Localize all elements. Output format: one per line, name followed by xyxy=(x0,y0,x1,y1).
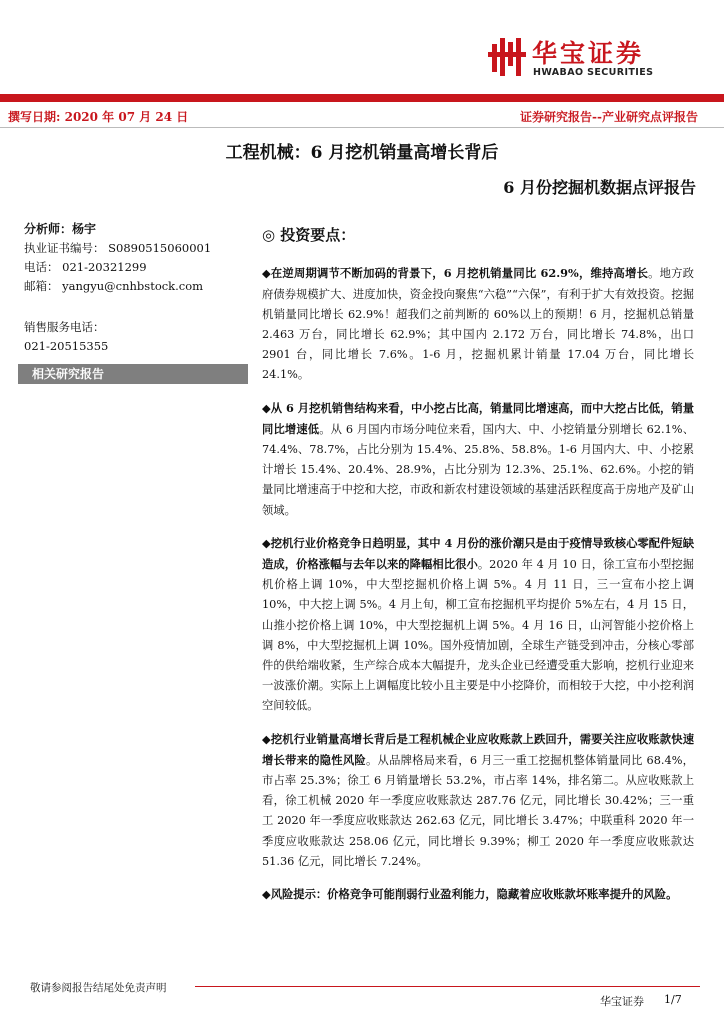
analyst-sidebar xyxy=(24,220,244,356)
investment-highlights xyxy=(262,224,694,917)
analyst-phone: 电话： 021-20321299 xyxy=(24,260,147,274)
risk-warning: ◆风险提示：价格竞争可能削弱行业盈利能力，隐藏着应收账款坏账率提升的风险。 xyxy=(262,886,678,901)
footer-company: 华宝证券 xyxy=(600,995,644,1008)
report-type: 证券研究报告--产业研究点评报告 xyxy=(520,110,698,124)
analyst-cert: 执业证书编号： S0890515060001 xyxy=(24,241,212,255)
related-reports-header xyxy=(18,364,248,384)
section-title: ◎ 投资要点： xyxy=(262,226,356,244)
company-logo xyxy=(488,34,708,80)
analyst-email: 邮箱： yangyu@cnhbstock.com xyxy=(24,279,204,293)
sales-phone: 021-20515355 xyxy=(24,339,109,353)
paragraph-4: ◆挖机行业销量高增长背后是工程机械企业应收账款上跌回升，需要关注应收账款快速增长带来的隐性风险。从品牌格局来看，6 月三一重工挖掘机整体销量同比 68.4%，市占率 25.3%；徐工 6 月销量增长 53.2%，市占率 14%，排名第二。从应收账款上看，徐工机械 2020 年一季度应收账款达 287.76 亿元，同比增长 30.42%；三一重工 2020 年一季度应收账款达 262.63 亿元，同比增长 3.47%；中联重科 2020 年一季度应收账款达 258.06 亿元，同比增长 9.39%；柳工 2020 年一季度应收账款达 51.36 亿元，同比增长 7.24%。 xyxy=(262,731,694,868)
paragraph-3: ◆挖机行业价格竞争日趋明显，其中 4 月份的涨价潮只是由于疫情导致核心零配件短缺造成，价格涨幅与去年以来的降幅相比很小。2020 年 4 月 10 日，徐工宣布小型挖掘机价格上调 10%，中大型挖掘机价格上调 5%。4 月 11 日，三一宣布小挖上调 10%，中大挖上调 5%。4 月上旬，柳工宣布挖掘机平均提价 5%左右，4 月 15 日，山推小挖价格上调 10%，中大型挖掘机上调 5%。4 月 16 日，山河智能小挖价格上调 8%，中大型挖掘机上调 10%。国外疫情加剧，全球生产链受到冲击，分核心零部件的供给端收紧，生产综合成本大幅提升，龙头企业已经遭受重大影响，挖机行业迎来一波涨价潮。实际上上调幅度比较小且主要是中小挖降价，而相较于大挖，中小挖利润空间较低。 xyxy=(262,535,694,713)
header-divider xyxy=(0,127,724,128)
footer-divider xyxy=(195,986,700,987)
page-number: 1/7 xyxy=(664,993,682,1006)
related-reports-label: 相关研究报告 xyxy=(32,367,105,381)
paragraph-2: ◆从 6 月挖机销售结构来看，中小挖占比高，销量同比增速高，而中大挖占比低，销量同比增速低。从 6 月国内市场分吨位来看，国内大、中、小挖销量分别增长 62.1%、74.4%、78.7%，占比分别为 15.4%、25.8%、58.8%。1-6 月国内大、中、小挖累计增长 15.4%、20.4%、28.9%，占比分别为 12.3%、25.1%、62.6%。小挖的销量同比增速高于中挖和大挖，市政和新农村建设领域的基建活跃程度高于房地产及矿山领域。 xyxy=(262,400,694,517)
disclaimer-note: 敬请参阅报告结尾处免责声明 xyxy=(30,982,167,994)
header-red-bar xyxy=(0,94,724,102)
analyst-name: 分析师：杨宇 xyxy=(24,222,97,236)
report-title: 工程机械：6 月挖机销量高增长背后 xyxy=(225,143,499,163)
hwabao-logo-icon xyxy=(488,36,526,76)
report-date: 撰写日期: 2020 年 07 月 24 日 xyxy=(8,110,189,124)
paragraph-1: ◆在逆周期调节不断加码的背景下，6 月挖机销量同比 62.9%，维持高增长。地方政府债券规模扩大、进度加快，资金投向聚焦“六稳”“六保”，有利于扩大有效投资。挖掘机销量同比增长 62.9%！超我们之前判断的 60%以上的预期！6 月，挖掘机总销量 2.463 万台，同比增长 62.9%；其中国内 2.172 万台，同比增长 74.8%，出口 2901 台，同比增长 7.6%。1-6 月，挖掘机累计销量 17.04 万台，同比增长 24.1%。 xyxy=(262,266,694,382)
sales-label: 销售服务电话： xyxy=(24,320,105,334)
report-subtitle: 6 月份挖掘机数据点评报告 xyxy=(503,178,696,197)
company-name-cn: 华宝证券 xyxy=(532,39,645,68)
company-name-en: HWABAO SECURITIES xyxy=(533,67,654,78)
